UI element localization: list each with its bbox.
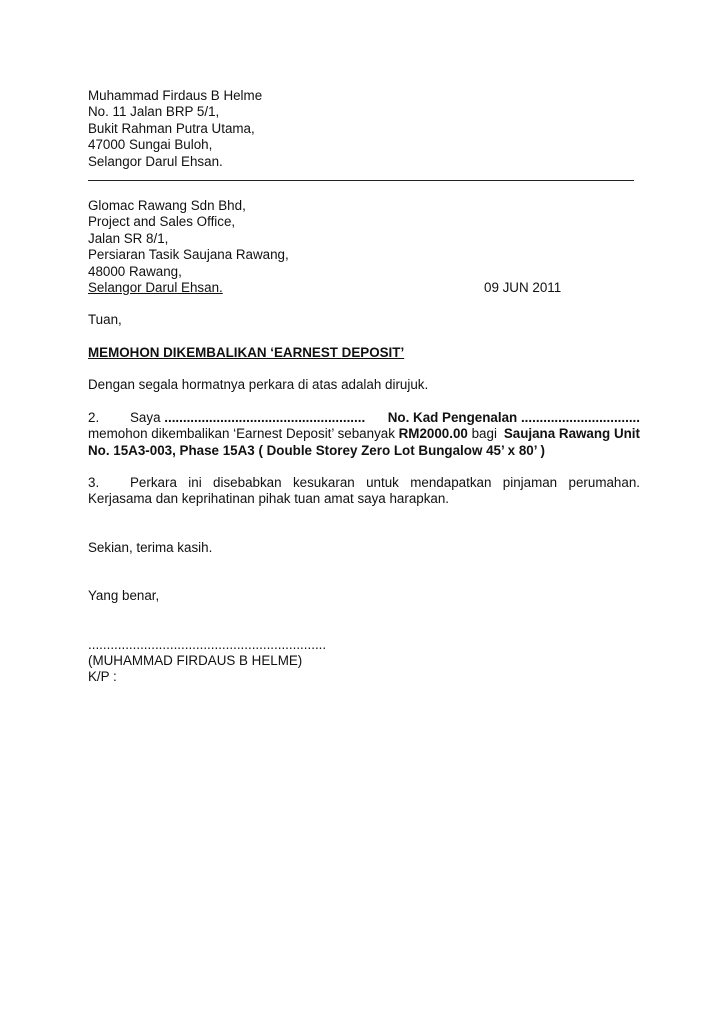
letter-date: 09 JUN 2011 <box>484 280 562 296</box>
signature-line: ................................................................ <box>88 636 327 652</box>
sender-block <box>88 88 640 170</box>
bagi-word: bagi <box>471 426 497 442</box>
recipient-name: Glomac Rawang Sdn Bhd, <box>88 198 246 214</box>
sender-name: Muhammad Firdaus B Helme <box>88 88 263 103</box>
paragraph-3-text-2: Kerjasama dan keprihatinan pihak tuan amat saya harapkan. <box>88 491 450 507</box>
recipient-address-line: 48000 Rawang, <box>88 263 182 279</box>
saya-label: Saya <box>130 409 161 425</box>
paragraph-3 <box>88 475 640 508</box>
recipient-block <box>88 198 640 296</box>
paragraph-2-line-1 <box>88 410 640 426</box>
paragraph-2 <box>88 410 640 459</box>
opening-sentence: Dengan segala hormatnya perkara di atas adalah dirujuk. <box>88 377 429 393</box>
paragraph-3-line-1 <box>88 475 640 491</box>
recipient-address-line: Project and Sales Office, <box>88 214 236 230</box>
sender-address-line: Selangor Darul Ehsan. <box>88 153 223 169</box>
paragraph-number: 3. <box>88 474 100 490</box>
signature-block <box>88 637 640 686</box>
sign-off: Yang benar, <box>88 588 160 604</box>
deposit-amount: RM2000.00 <box>398 426 468 442</box>
sender-address-line: 47000 Sungai Buloh, <box>88 137 213 153</box>
signatory-name: (MUHAMMAD FIRDAUS B HELME) <box>88 652 303 668</box>
signatory-ic: K/P : <box>88 669 117 685</box>
sender-address-line: Bukit Rahman Putra Utama, <box>88 120 255 136</box>
salutation: Tuan, <box>88 312 122 328</box>
paragraph-2-line-2 <box>88 426 640 442</box>
recipient-address-line: Jalan SR 8/1, <box>88 230 169 246</box>
paragraph-number: 2. <box>88 409 100 425</box>
recipient-state: Selangor Darul Ehsan. <box>88 280 223 296</box>
sender-address-line: No. 11 Jalan BRP 5/1, <box>88 104 220 120</box>
unit-name-part-2: No. 15A3-003, Phase 15A3 ( Double Storey Zero Lot Bungalow 45’ x 80’ ) <box>88 442 545 458</box>
paragraph-3-text-1: Perkara ini disebabkan kesukaran untuk mendapatkan pinjaman perumahan. <box>130 474 640 490</box>
unit-name-part-1: Saujana Rawang Unit <box>503 426 640 442</box>
subject-line: MEMOHON DIKEMBALIKAN ‘EARNEST DEPOSIT’ <box>88 344 405 360</box>
recipient-last-line-row <box>88 280 640 296</box>
closing-line: Sekian, terima kasih. <box>88 539 213 555</box>
letter-page <box>88 88 640 686</box>
name-fill-dots: ...................................................... <box>164 409 366 425</box>
ic-fill-dots: ................................ <box>520 409 640 425</box>
recipient-address-line: Persiaran Tasik Saujana Rawang, <box>88 247 289 263</box>
request-text: memohon dikembalikan ‘Earnest Deposit’ sebanyak <box>88 426 395 442</box>
ic-label: No. Kad Pengenalan <box>387 409 518 425</box>
